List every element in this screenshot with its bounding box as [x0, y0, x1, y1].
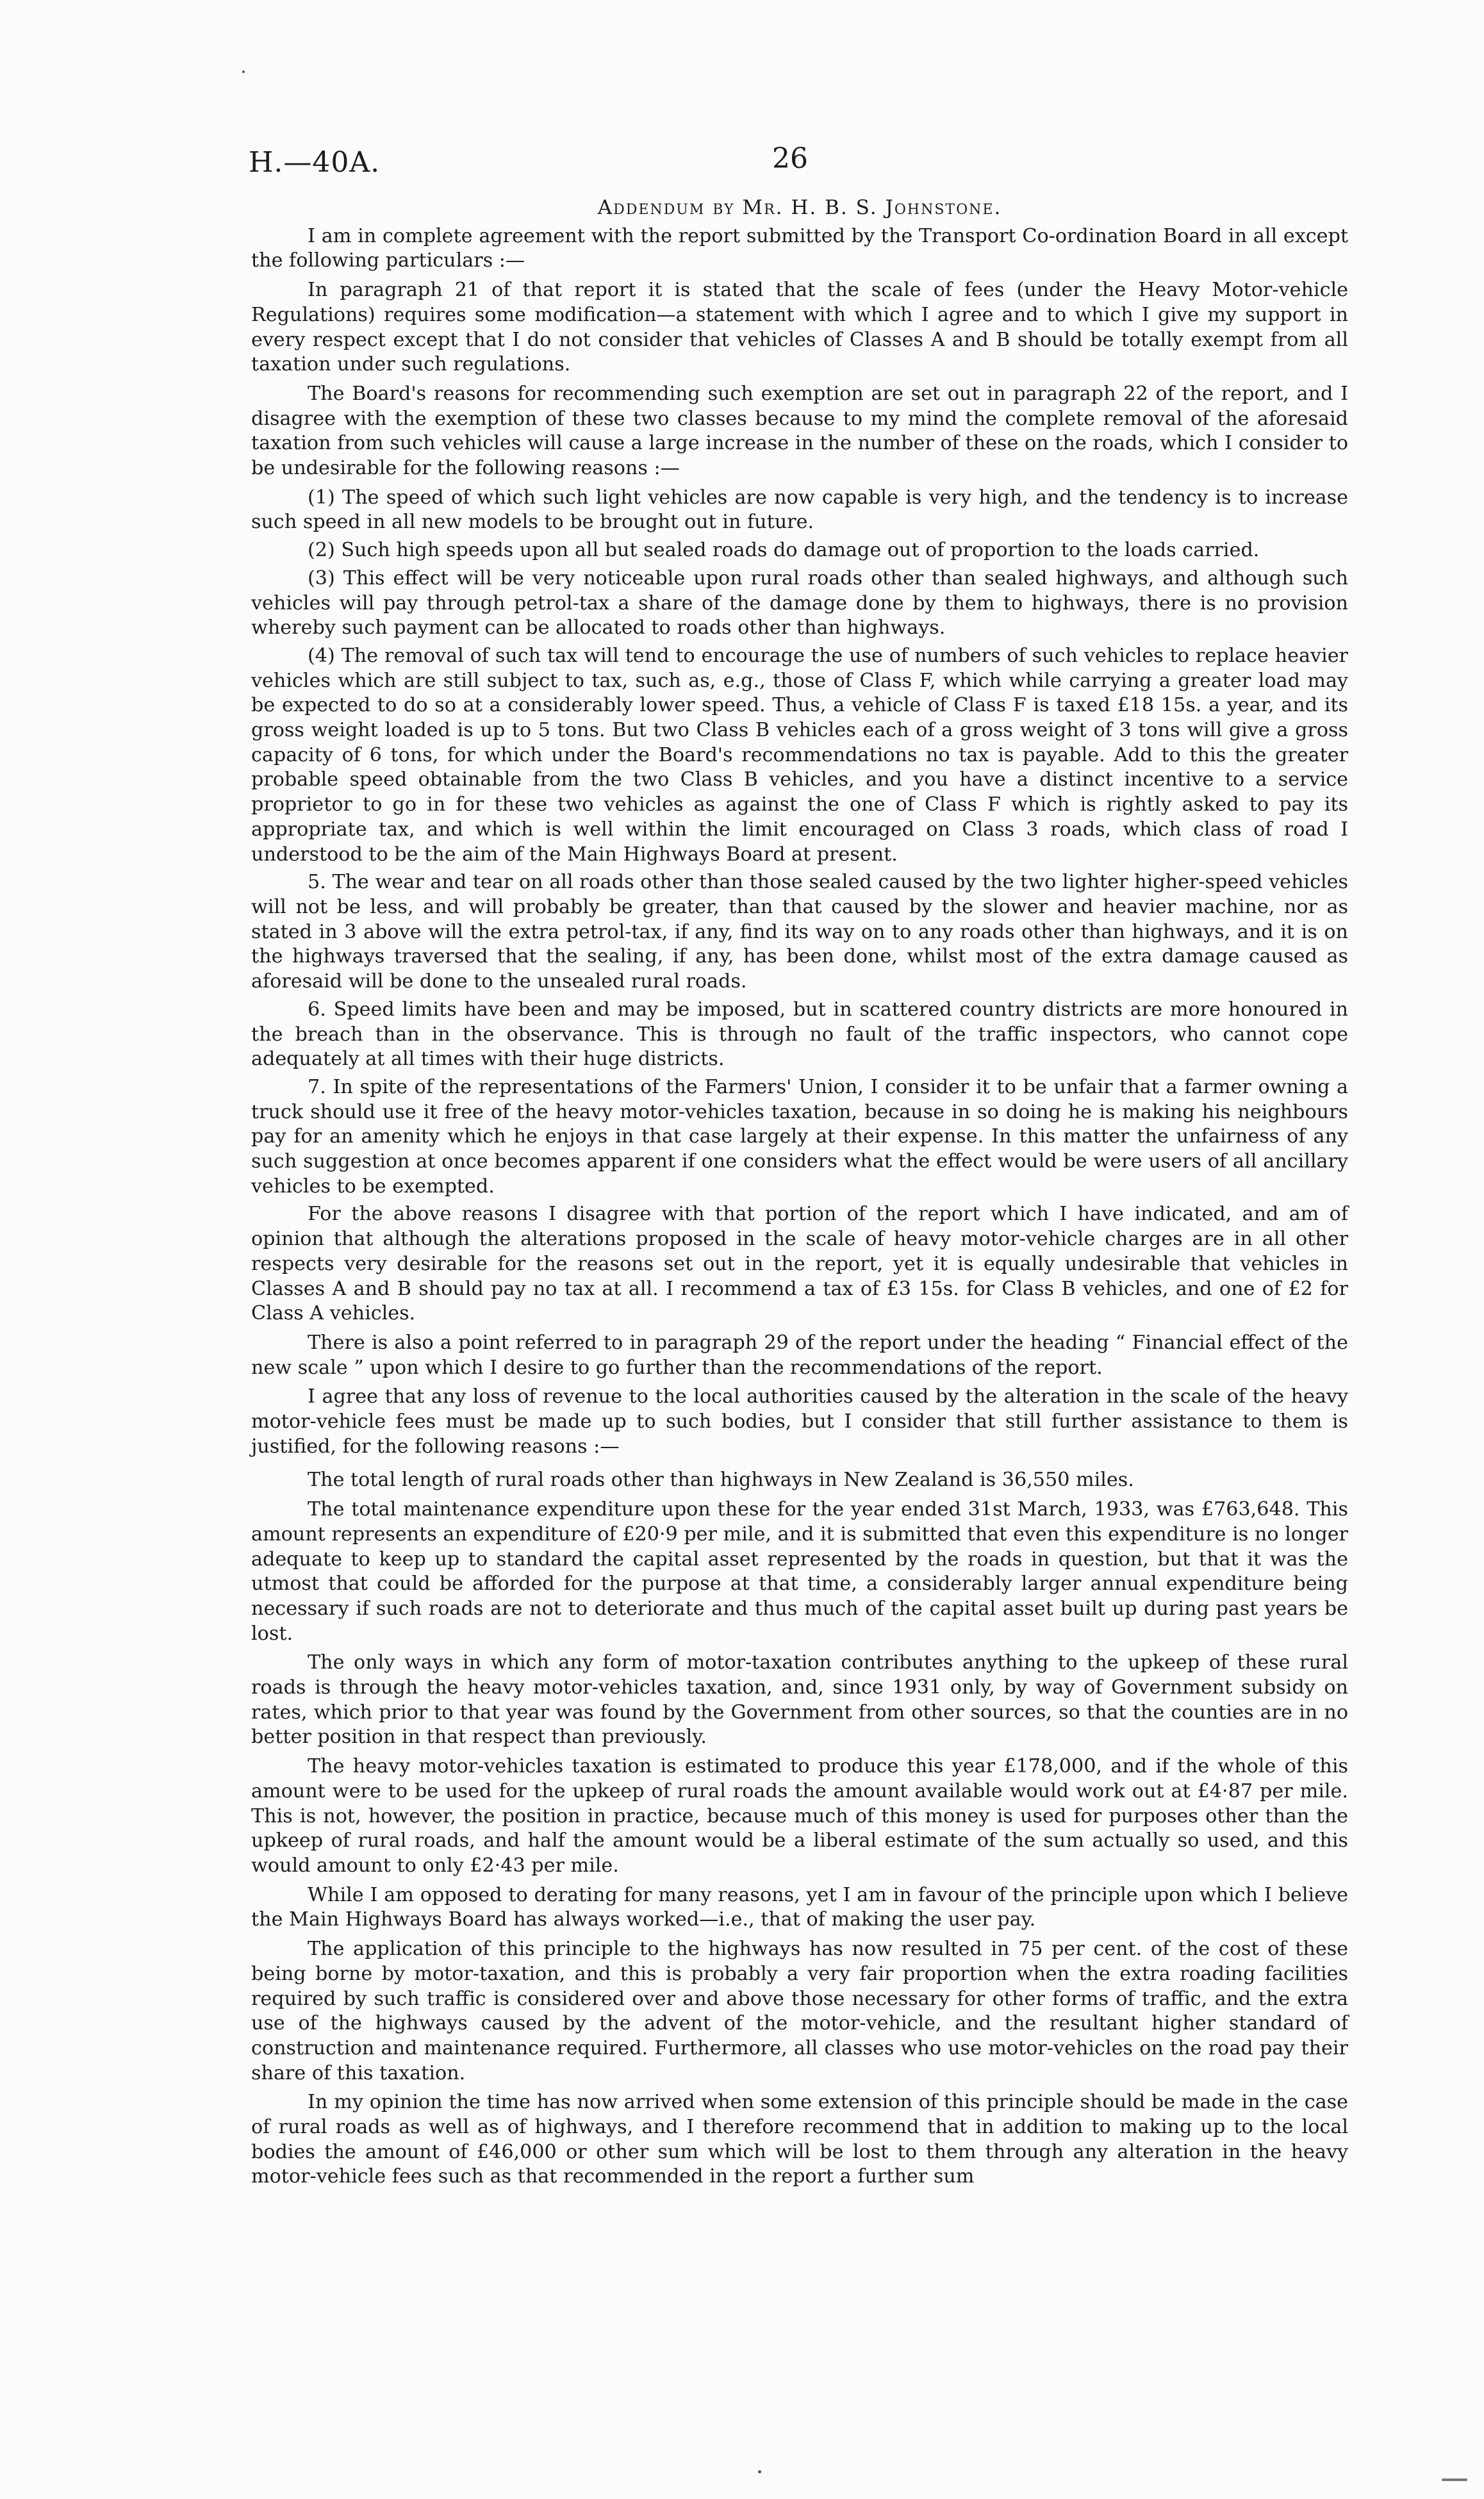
page-number: 26: [772, 142, 808, 175]
paragraph-motor-taxation: The only ways in which any form of motor-taxation contributes anything to the upkeep of these rural roads is through the heavy motor-vehicles taxation, and, since 1931 only, by way of Government subsidy on rates, which prior to that year was found by the Government from other sources, so that the counties are in no better position in that respect than previously.: [251, 1651, 1348, 1749]
paragraph-reasons: The Board's reasons for recommending such exemption are set out in paragraph 22 of the report, and I disagree with the exemption of these two classes because to my mind the complete removal of the aforesaid taxation from such vehicles will cause a large increase in the number of these on the roads, which I consider to be undesirable for the following reasons :—: [251, 382, 1348, 480]
paragraph-principle: The application of this principle to the highways has now resulted in 75 per cent. of the cost of these being borne by motor-taxation, and this is probably a very fair proportion when the extra roading facilities required by such traffic is considered over and above those necessary for other forms of traffic, and the extra use of the highways caused by the advent of the motor-vehicle, and the resultant higher standard of construction and maintenance required. Furthermore, all classes who use motor-vehicles on the road pay their share of this taxation.: [251, 1938, 1348, 2084]
addendum-title: Addendum by Mr. H. B. S. Johnstone.: [597, 196, 1002, 219]
scan-speck: [1442, 2478, 1467, 2481]
paragraph-derating: While I am opposed to derating for many reasons, yet I am in favour of the principle upon which I believe the Main Highways Board has always worked—i.e., that of making the user pay.: [251, 1883, 1348, 1931]
paragraph-21: In paragraph 21 of that report it is stated that the scale of fees (under the Heavy Motor-vehicle Regulations) requires some modification—a statement with which I agree and to which I give my support in every respect except that I do not consider that vehicles of Classes A and B should be totally exempt from all taxation under such regulations.: [251, 279, 1348, 376]
document-reference: H.—40A.: [249, 146, 381, 179]
scan-speck: [242, 70, 245, 73]
paragraph-financial-effect: There is also a point referred to in paragraph 29 of the report under the heading “ Financial effect of the new scale ” upon which I desire to go further than the recommendations of the report.: [251, 1331, 1348, 1379]
paragraph-revenue-loss: I agree that any loss of revenue to the local authorities caused by the alteration in the scale of the heavy motor-vehicle fees must be made up to such bodies, but I consider that still further assistance to them is justified, for the following reasons :—: [251, 1385, 1348, 1458]
paragraph-opinion: In my opinion the time has now arrived when some extension of this principle should be made in the case of rural roads as well as of highways, and I therefore recommend that in addition to making up to the local bodies the amount of £46,000 or other sum which will be lost to them through any alteration in the heavy motor-vehicle fees such as that recommended in the report a further sum: [251, 2091, 1348, 2188]
reason-5: 5. The wear and tear on all roads other than those sealed caused by the two lighter higher-speed vehicles will not be less, and will probably be greater, than that caused by the slower and heavier machine, nor as stated in 3 above will the extra petrol-tax, if any, find its way on to any roads other than highways, and it is on the highways traversed that the sealing, if any, has been done, whilst most of the extra damage caused as aforesaid will be done to the unsealed rural roads.: [251, 871, 1348, 993]
paragraph-road-length: The total length of rural roads other than highways in New Zealand is 36,550 miles.: [308, 1469, 1134, 1492]
reason-4: (4) The removal of such tax will tend to encourage the use of numbers of such vehicles to replace heavier vehicles which are still subject to tax, such as, e.g., those of Class F, which while carrying a greater load may be expected to do so at a considerably lower speed. Thus, a vehicle of Class F is taxed £18 15s. a year, and its gross weight loaded is up to 5 tons. But two Class B vehicles each of a gross weight of 3 tons will give a gross capacity of 6 tons, for which under the Board's recommendations no tax is payable. Add to this the greater probable speed obtainable from the two Class B vehicles, and you have a distinct incentive to a service proprietor to go in for these two vehicles as against the one of Class F which is rightly asked to pay its appropriate tax, and which is well within the limit encouraged on Class 3 roads, which class of road I understood to be the aim of the Main Highways Board at present.: [251, 644, 1348, 866]
document-body: [251, 195, 1348, 2194]
paragraph-maintenance: The total maintenance expenditure upon these for the year ended 31st March, 1933, was £763,648. This amount represents an expenditure of £20·9 per mile, and it is submitted that even this expenditure is no longer adequate to keep up to standard the capital asset represented by the roads in question, but that it was the utmost that could be afforded for the purpose at that time, a considerably larger annual expenditure being necessary if such roads are not to deteriorate and thus much of the capital asset built up during past years be lost.: [251, 1498, 1348, 1645]
reason-7: 7. In spite of the representations of the Farmers' Union, I consider it to be unfair that a farmer owning a truck should use it free of the heavy motor-vehicles taxation, because in so doing he is making his neighbours pay for an amenity which he enjoys in that case largely at their expense. In this matter the unfairness of any such suggestion at once becomes apparent if one considers what the effect would be were users of all ancillary vehicles to be exempted.: [251, 1075, 1348, 1198]
paragraph-recommendation: For the above reasons I disagree with that portion of the report which I have indicated, and am of opinion that although the alterations proposed in the scale of heavy motor-vehicle charges are in all other respects very desirable for the reasons set out in the report, yet it is equally undesirable that vehicles in Classes A and B should pay no tax at all. I recommend a tax of £3 15s. for Class B vehicles, and one of £2 for Class A vehicles.: [251, 1203, 1348, 1325]
page-header: [0, 0, 1484, 192]
reason-1: (1) The speed of which such light vehicles are now capable is very high, and the tendency is to increase such speed in all new models to be brought out in future.: [251, 486, 1348, 534]
reason-3: (3) This effect will be very noticeable upon rural roads other than sealed highways, and although such vehicles will pay through petrol-tax a share of the damage done by them to highways, there is no provision whereby such payment can be allocated to roads other than highways.: [251, 566, 1348, 639]
paragraph-intro: I am in complete agreement with the report submitted by the Transport Co-ordination Board in all except the following particulars :—: [251, 224, 1348, 272]
reason-6: 6. Speed limits have been and may be imposed, but in scattered country districts are more honoured in the breach than in the observance. This is through no fault of the traffic inspectors, who cannot cope adequately at all times with their huge districts.: [251, 998, 1348, 1071]
scan-speck: [758, 2470, 761, 2473]
paragraph-taxation-estimate: The heavy motor-vehicles taxation is estimated to produce this year £178,000, and if the whole of this amount were to be used for the upkeep of rural roads the amount available would work out at £4·87 per mile. This is not, however, the position in practice, because much of this money is used for purposes other than the upkeep of rural roads, and half the amount would be a liberal estimate of the sum actually so used, and this would amount to only £2·43 per mile.: [251, 1755, 1348, 1877]
reason-2: (2) Such high speeds upon all but sealed roads do damage out of proportion to the loads carried.: [308, 539, 1260, 562]
